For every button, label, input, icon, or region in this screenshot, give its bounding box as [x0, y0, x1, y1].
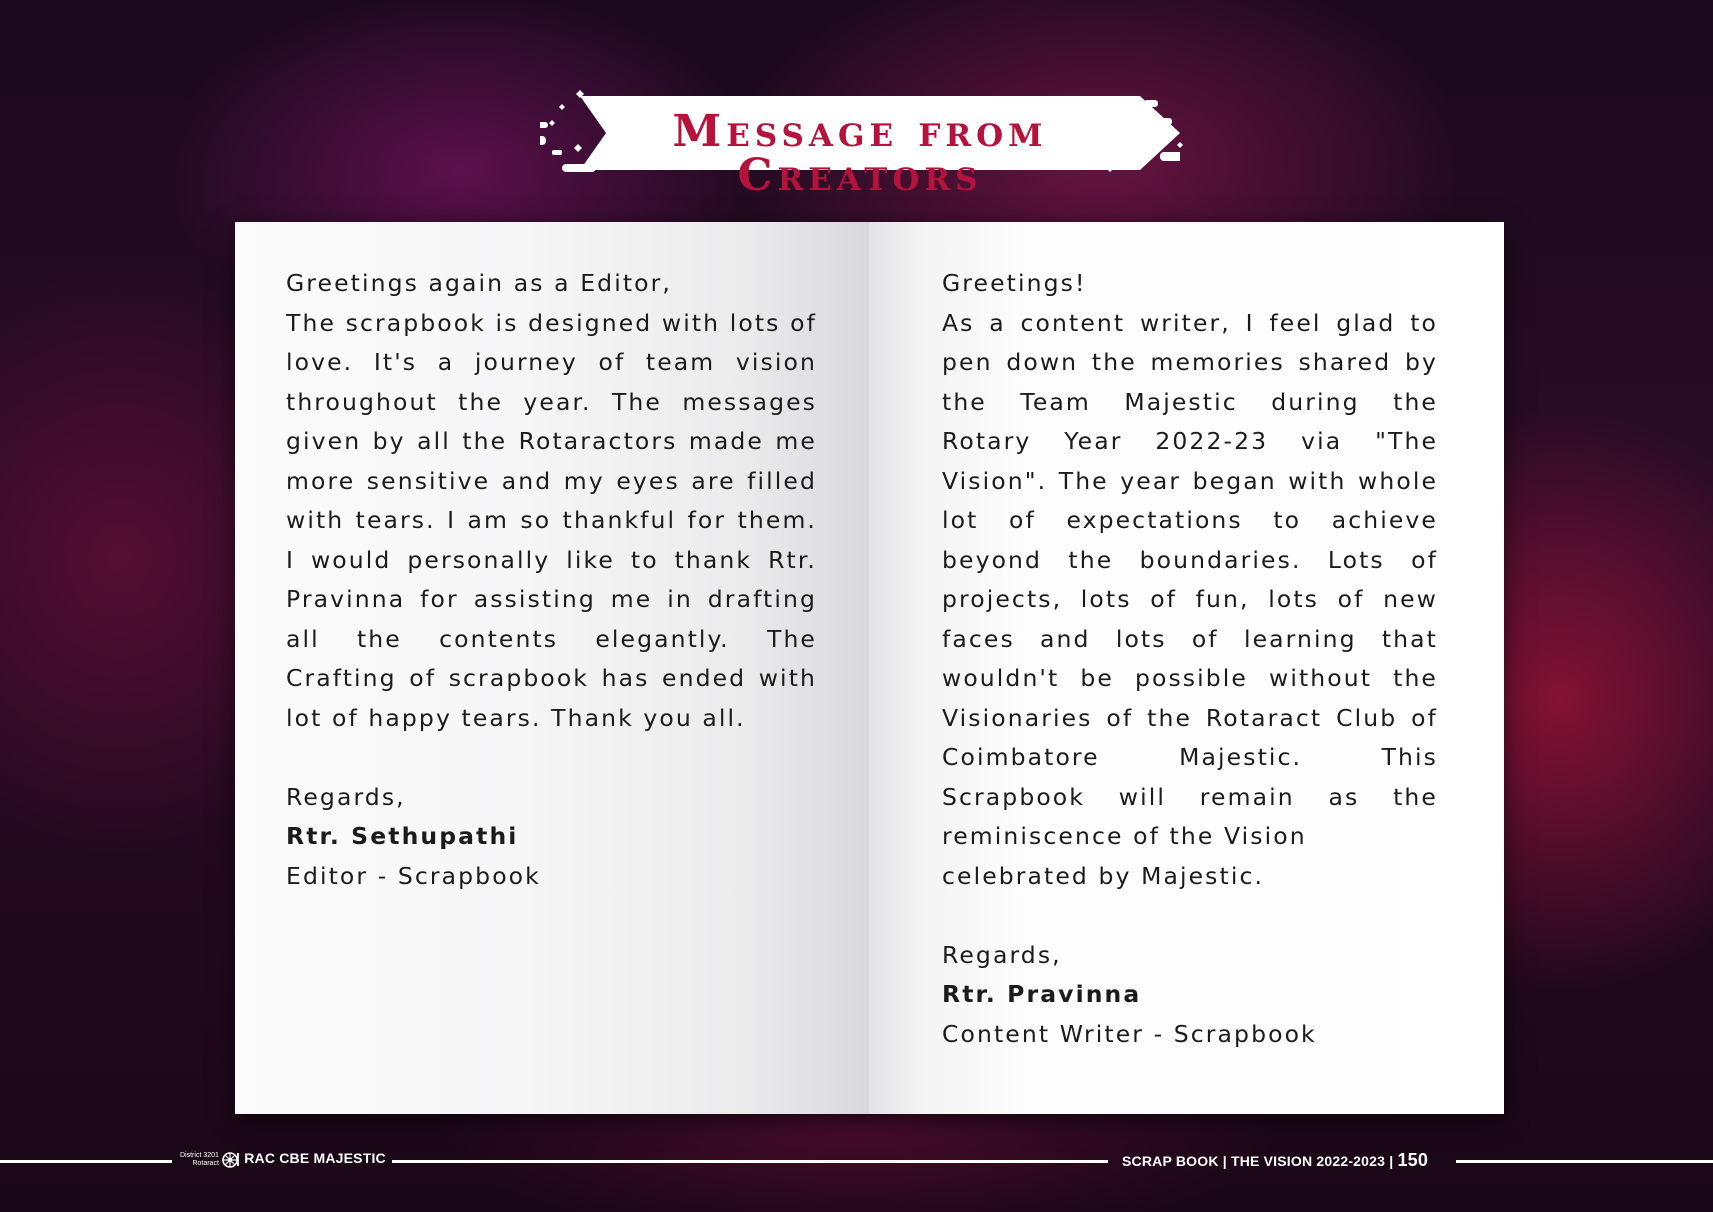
writer-name: Rtr. Pravinna — [942, 980, 1142, 1008]
editor-name: Rtr. Sethupathi — [286, 822, 519, 850]
editor-greeting: Greetings again as a Editor, — [286, 269, 672, 297]
sparkle-decoration-icon — [530, 86, 1220, 186]
logo-district: District 3201 — [180, 1152, 219, 1159]
writer-greeting: Greetings! — [942, 269, 1087, 297]
page-title: Message from Creators — [672, 106, 1048, 201]
left-page — [235, 222, 869, 1114]
writer-message: As a content writer, I feel glad to pen down the memories shared by the Team Majestic during the Rotary Year 2022-23 via "The Vision". The year began with whole lot of expectations to achieve beyond the boundaries. Lots of projects, lots of fun, lots of new faces and lots of learning that wouldn't be possible without the Visionaries of the Rotaract Club of Coimbatore Majestic. This Scrapbook will remain as the reminiscence of the Vision — [942, 308, 1438, 850]
footer-rule-right — [1456, 1160, 1713, 1163]
page-number: 150 — [1397, 1150, 1429, 1170]
editor-role: Editor - Scrapbook — [286, 861, 541, 890]
footer-rule-left — [0, 1160, 172, 1163]
editor-message: The scrapbook is designed with lots of love. It's a journey of team vision throughout the year. The messages given by all the Rotaractors made me more sensitive and my eyes are filled with tears. I am so thankful for them. I would personally like to thank Rtr. Pravinna for assisting me in drafting all the contents elegantly. The Crafting of scrapbook has ended with lot of happy tears. Thank you all. — [286, 308, 817, 732]
footer-publication — [1122, 1150, 1428, 1171]
footer-rule-middle — [392, 1160, 1108, 1163]
editor-regards: Regards, — [286, 782, 406, 811]
rotaract-logo — [180, 1149, 238, 1171]
writer-regards: Regards, — [942, 940, 1062, 969]
right-page — [869, 222, 1504, 1114]
writer-role: Content Writer - Scrapbook — [942, 1019, 1317, 1048]
footer-publication-title: SCRAP BOOK | THE VISION 2022-2023 | — [1122, 1153, 1394, 1169]
open-book — [235, 222, 1504, 1114]
writer-message-end: celebrated by Majestic. — [942, 861, 1265, 890]
footer-club-name: | RAC CBE MAJESTIC — [236, 1150, 386, 1166]
logo-wordmark: Rotaract — [192, 1160, 219, 1167]
